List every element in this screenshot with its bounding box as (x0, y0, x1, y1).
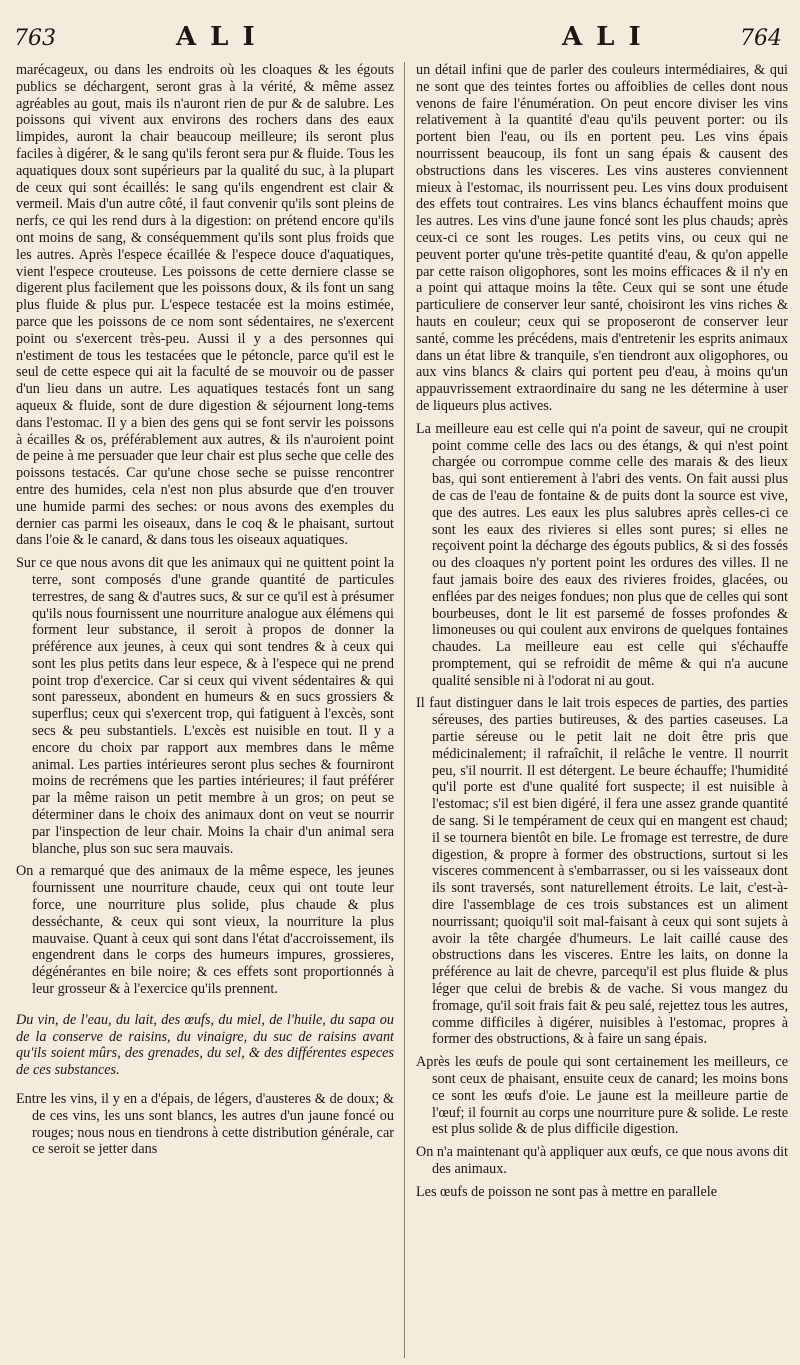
section-heading-wine-water-milk: Du vin, de l'eau, du lait, des œufs, du miel, de l'huile, du sapa ou de la conserve de raisins, du vinaigre, du suc de raisins avant qu'ils soient mûrs, des grenades, du sel, & des différentes especes de ces substances. (16, 1011, 394, 1079)
page-number-right: 764 (740, 26, 782, 51)
paragraph-eggs-animals: On n'a maintenant qu'à appliquer aux œufs, ce que nous avons dit des animaux. (416, 1144, 788, 1177)
running-title-left: ALI (176, 22, 269, 52)
text-column-left (16, 62, 394, 1358)
text-column-right (416, 62, 788, 1358)
paragraph-animal-age: On a remarqué que des animaux de la même espece, les jeunes fournissent une nourriture chaude, ceux qui ont toute leur force, une nourriture plus solide, plus chaude & plus desséchante, & ceux qui sont vieux, la nourriture la plus mauvaise. Quant à ceux qui sont dans l'état d'accroissement, ils engendrent dans le corps des humeurs impures, grossieres, dégénérantes en bile noire; & ces effets sont proportionnés à leur grosseur & à l'exercice qu'ils prennent. (16, 863, 394, 998)
paragraph-eggs: Après les œufs de poule qui sont certainement les meilleurs, ce sont ceux de phaisant, ensuite ceux de canard; les moins bons ce sont les œufs d'oie. Le jaune est la meilleure partie de l'œuf; il fournit au corps une nourriture pure & solide. Le reste est plus solide & de plus difficile digestion. (416, 1054, 788, 1138)
paragraph-fish-eggs: Les œufs de poisson ne sont pas à mettre en parallele (416, 1183, 717, 1200)
paragraph-wines-start: Entre les vins, il y en a d'épais, de légers, d'austeres & de doux; & de ces vins, les uns sont blancs, les autres d'un jaune foncé ou rouges; nous nous en tiendrons à cette distribution générale, car ce seroit se jetter dans (16, 1091, 394, 1158)
column-divider (404, 62, 405, 1358)
page-header (0, 18, 800, 58)
paragraph-water: La meilleure eau est celle qui n'a point de saveur, qui ne croupit point comme celle des lacs ou des étangs, & qui n'est point chargée ou corrompue comme celle des marais & des lieux bas, qui sont entierement à l'abri des vents. On fait aussi plus de cas de l'eau de fontaine & de puits dont la source est vive, que des autres. Les eaux les plus salubres après celles-ci ce sont les eaux des rivieres si elles sont pures; si elles ne reçoivent point la décharge des égouts publics, & si des fossés ou des cloaques n'y portent point les ordures des villes. Il ne faut jamais boire des eaux des rivieres froides, glacées, ou enflées par des neiges fondues; non plus que de celles qui sont bourbeuses, dont le lit est parsemé de fosses profondes & limoneuses ou qui coulent aux environs de quelques fontaines chaudes. La meilleure eau est celle qui s'échauffe promptement, qui se refroidit de même & qui n'a aucune qualité sensible ni à l'odorat ni au gout. (416, 420, 788, 689)
running-title-right: ALI (562, 22, 655, 52)
paragraph-fish: marécageux, ou dans les endroits où les cloaques & les égouts publics se déchargent, seront gras à la vérité, & même assez agréables au gout, mais ils n'auront rien de pur & de salubre. Les poissons qui vivent aux environs des rochers dans des eaux limpides, auront la chair beaucoup meilleure; ils seront plus faciles à digérer, & le sang qu'ils feront sera pur & fluide. Tous les aquatiques doux sont supérieurs par la qualité du suc, à la plupart de ceux qui sont écaillés: le sang qu'ils engendrent est clair & vermeil. Mais d'un autre côté, il faut convenir qu'ils sont pleins de nerfs, ce qui les rend durs à la digestion: on prétend encore qu'ils ont moins de sang, & conséquemment qu'ils sont plus froids que les autres. Après l'espece écaillée & l'espece douce d'aquatiques, vient l'espece crouteuse. Les poissons de cette derniere classe se digerent plus facilement que les poissons doux, & ils font un sang plus fluide & plus pur. L'espece testacée est la moins estimée, parce que les poissons de ce nom sont sédentaires, ne s'exercent point ou s'exercent très-peu. Aussi il y a des personnes qui n'estiment de tous les testacées que le pétoncle, parce qu'il est le seul de cette espece qui ait la faculté de se mouvoir ou de passer d'un lieu dans un autre. Les aquatiques testacés font un sang aqueux & fluide, sont de dure digestion & séjournent long-tems dans l'estomac. Il y a bien des gens qui se font servir les poissons à écailles & os, préférablement aux autres, & ils n'auroient point de peine à me persuader que leur chair est plus seche que celle des poissons testacés. Car qu'une chose seche se puisse rencontrer entre des humides, cela n'est non plus absurde que d'en trouver une humide parmi des seches: or nous avons des exemples du dernier cas parmi les oiseaux, dans le coq & le phaisant, surtout dans l'oie & le canard, & dans tous les oiseaux aquatiques. (16, 62, 394, 549)
paragraph-land-animals: Sur ce que nous avons dit que les animaux qui ne quittent point la terre, sont composés d'une grande quantité de particules terrestres, de sang & d'autres sucs, & sur ce qu'il est à présumer qu'ils nous fournissent une nourriture analogue aux élémens qui forment leur substance, il seroit à propos de donner la préférence aux jeunes, à ceux qui sont tendres & à ceux qui sont les plus petits dans leur espece, & à l'espece qui ne prend point trop d'exercice. Car si ceux qui vivent sédentaires & qui sont paresseux, abondent en humeurs & en sucs grossiers & superflus; ceux qui s'exercent trop, qui fatiguent à l'excès, sont secs & peu substantiels. L'excès est nuisible en tout. Il y a encore du choix par rapport aux membres dans le même animal. Les parties intérieures seront plus seches & fourniront moins de recrémens que les parties intérieures; il faut préférer par la même raison un petit membre à un gros; on peut se déterminer dans le choix des animaux dont on veut se nourrir par l'inspection de leur chair. Moins la chair d'un animal sera blanche, plus son suc sera mauvais. (16, 555, 394, 857)
page-number-left: 763 (14, 26, 56, 51)
paragraph-milk: Il faut distinguer dans le lait trois especes de parties, des parties séreuses, des parties butireuses, & des parties caseuses. La partie séreuse ou le petit lait ne doit être pris que médicinalement; il rafraîchit, il relâche le ventre. Il nourrit peu, s'il nourrit. Il est détergent. Le beure échauffe; l'humidité qu'il porte est d'une qualité fort suspecte; il est nuisible à l'estomac; s'il est bien digéré, il fera une assez grande quantité de sang. Si le tempérament de ceux qui en mangent est chaud; il se tournera bientôt en bile. Le fromage est terrestre, de dure digestion, & propre à former des obstructions, surtout si les visceres commencent à s'embarrasser, ou si les vaisseaux dont ils sont traversés, sont naturellement étroits. Le lait, c'est-à-dire l'assemblage de ces trois substances est un aliment nourrissant; quoiqu'il soit mal-faisant à ceux qui sont sujets à avoir la tête chargée d'humeurs. Le lait caillé cause des obstructions dans les visceres. Entre les laits, on donne la préférence au lait de chevre, parcequ'il est plus fluide & plus léger que celui de brebis & de vache. Si vous mangez du fromage, qu'il soit frais fait & peu salé, rejettez tous les autres, comme difficiles à digérer, nuisibles à l'estomac, propres à former des obstructions, & à faire un sang épais. (416, 695, 788, 1048)
paragraph-wines-continued: un détail infini que de parler des couleurs intermédiaires, & qui ne sont que des teintes fortes ou affoiblies de celles dont nous venons de faire l'énumération. On peut encore diviser les vins relativement à la quantité d'eau qu'ils peuvent porter: ou ils portent bien l'eau, ou ils en portent peu. Les vins épais nourrissent beaucoup, ils font un sang épais & causent des obstructions dans les visceres. Les vins austeres conviennent mieux à l'estomac, ils nourrissent peu. Les vins doux produisent des effets tout contraires. Les vins blancs échauffent moins que les autres. Les vins d'une jaune foncé sont les plus chauds; après ceux-ci ce sont les rouges. Les petits vins, ou ceux qui ne peuvent porter qu'une très-petite quantité d'eau, & qu'on appelle par cette raison oligophores, sont les moins efficaces & il n'y en a point qui attaque moins la tête. Ceux qui se sont une étude particuliere de conserver leur santé, choisiront les vins riches & hauts en couleur; ceux qui se proposeront de conserver leur santé, comme les précédens, mais d'entretenir les esprits animaux dans un état libre & tranquile, s'en tiendront aux oligophores, ou aux vins blancs & clairs qui portent peu d'eau, à moins qu'un appauvrissement extraordinaire du sang ne les détermine à user de liqueurs plus actives. (416, 62, 788, 414)
